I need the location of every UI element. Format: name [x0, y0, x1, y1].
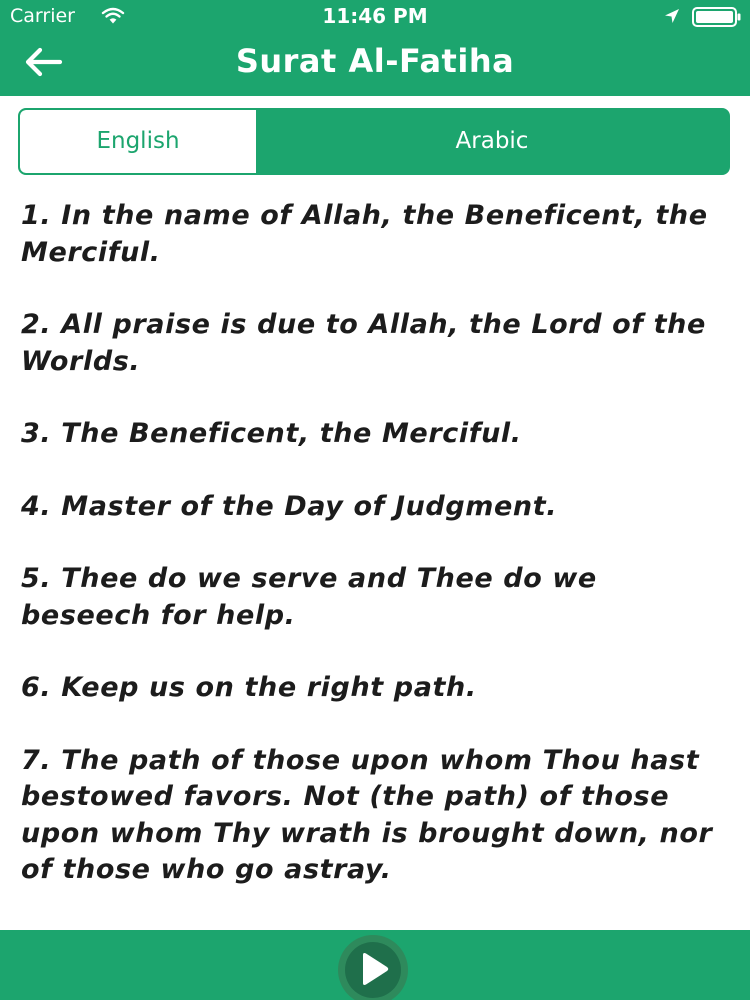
tab-arabic[interactable]: Arabic [256, 110, 728, 173]
verse-6: 6. Keep us on the right path. [21, 672, 477, 703]
verse-1: 1. In the name of Allah, the Beneficent, the Merciful. [21, 200, 708, 268]
verse-5: 5. Thee do we serve and Thee do we beseech for help. [21, 563, 597, 631]
battery-icon [692, 7, 742, 27]
header [0, 0, 750, 96]
carrier-label: Carrier [10, 5, 75, 27]
status-bar [0, 0, 750, 32]
location-arrow-icon [664, 8, 680, 24]
tab-english[interactable]: English [20, 110, 256, 173]
verse-list [21, 198, 731, 925]
verse-4: 4. Master of the Day of Judgment. [21, 490, 558, 522]
page-title: Surat Al-Fatiha [235, 42, 515, 80]
nav-bar [0, 32, 750, 96]
verse-2: 2. All praise is due to Allah, the Lord of the Worlds. [21, 309, 706, 377]
player-bar [0, 930, 750, 1000]
status-time: 11:46 PM [322, 4, 428, 28]
play-button[interactable] [334, 934, 412, 1000]
verse-7: 7. The path of those upon whom Thou hast bestowed favors. Not (the path) of those upon whom Thy wrath is brought down, nor of those who go astray. [21, 744, 713, 885]
verse-3: 3. The Beneficent, the Merciful. [21, 418, 522, 449]
language-segmented-control [18, 108, 730, 175]
play-icon [334, 934, 412, 1000]
